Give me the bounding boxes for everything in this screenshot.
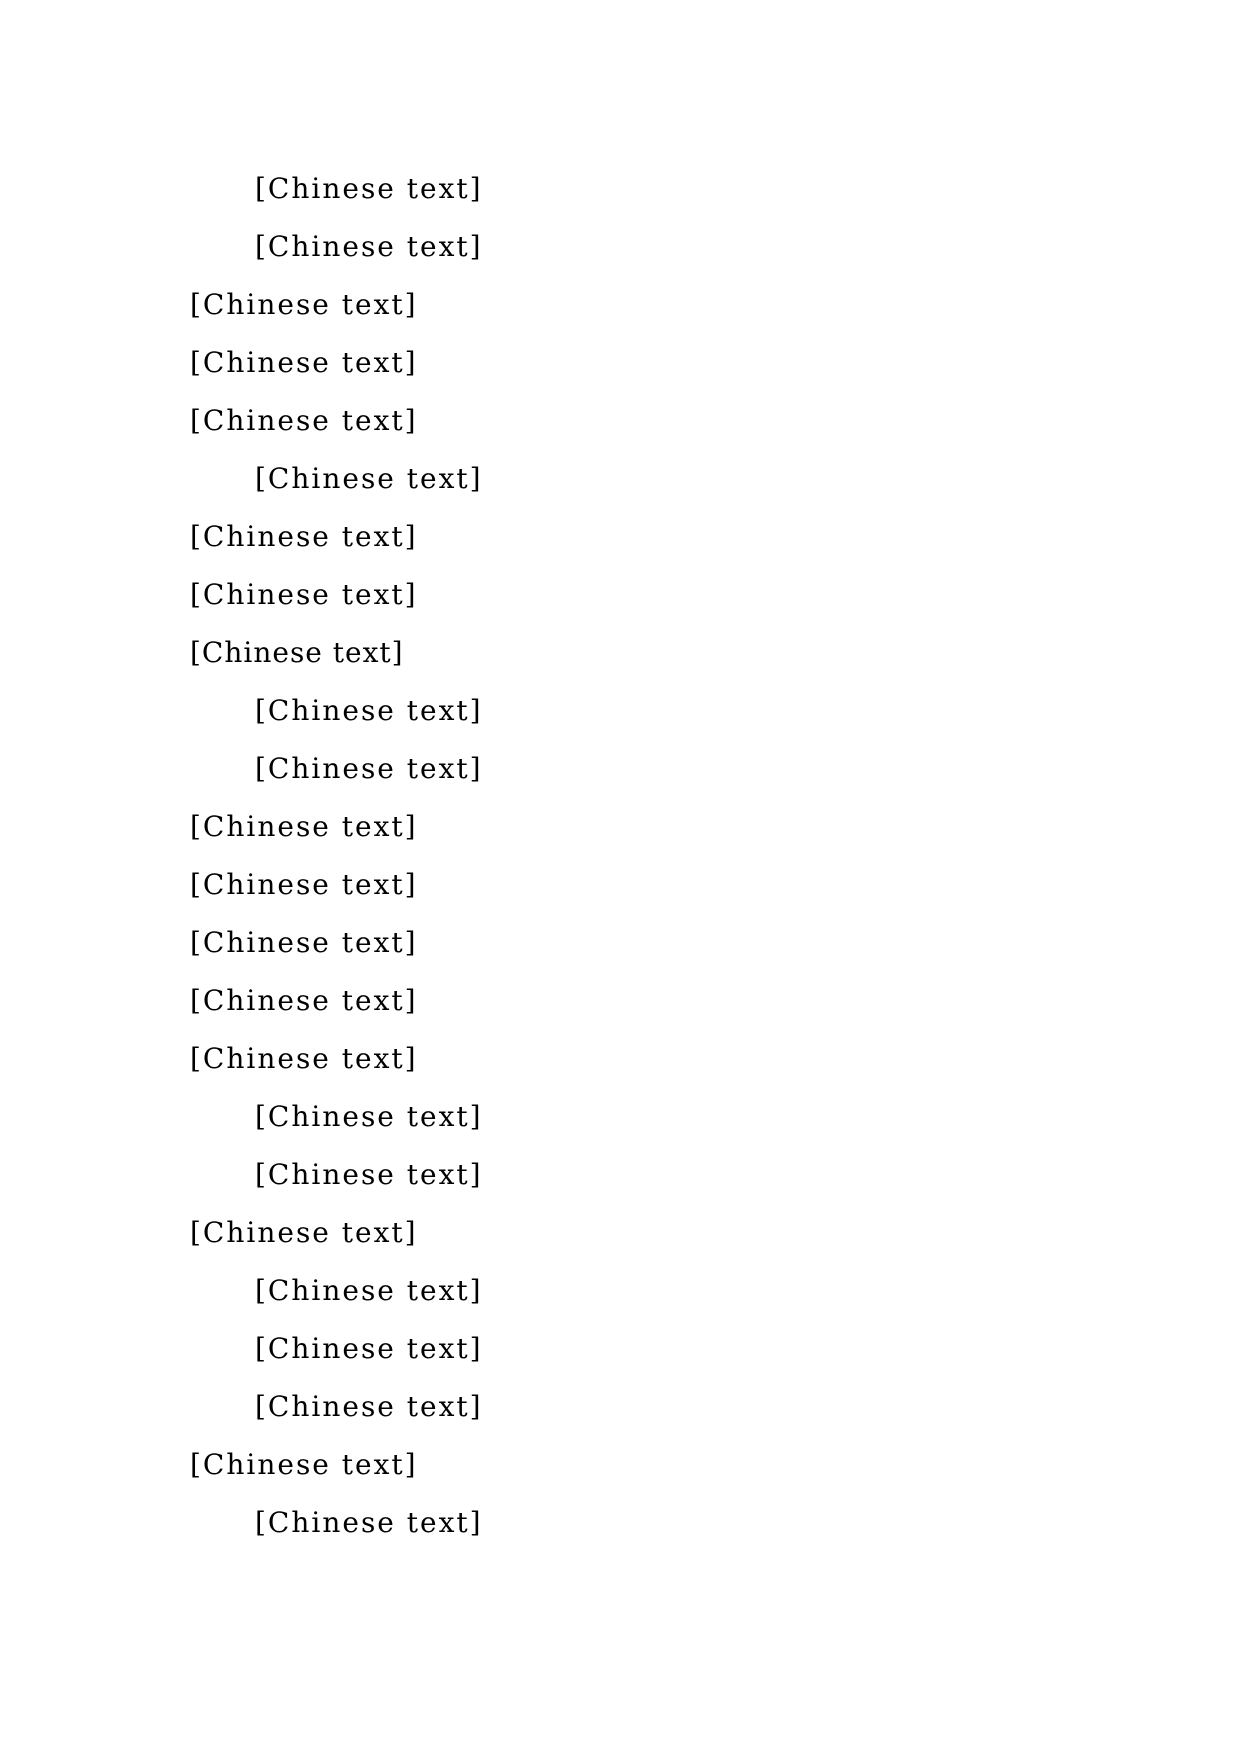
text-line: [Chinese text]: [190, 404, 418, 437]
text-line: [Chinese text]: [255, 172, 483, 205]
text-line: [Chinese text]: [190, 520, 418, 553]
text-line: [Chinese text]: [255, 1506, 483, 1539]
text-line: [Chinese text]: [255, 230, 483, 263]
text-line: [Chinese text]: [190, 810, 418, 843]
text-line: [Chinese text]: [190, 984, 418, 1017]
text-line: [Chinese text]: [255, 1332, 483, 1365]
section-title: [Chinese text]: [190, 636, 404, 669]
text-line: [Chinese text]: [190, 1448, 418, 1481]
text-line: [Chinese text]: [255, 1100, 483, 1133]
text-line: [Chinese text]: [255, 1390, 483, 1423]
text-line: [Chinese text]: [255, 752, 483, 785]
text-line: [Chinese text]: [255, 1274, 483, 1307]
text-line: [Chinese text]: [255, 694, 483, 727]
text-line: [Chinese text]: [190, 1042, 418, 1075]
text-line: [Chinese text]: [190, 868, 418, 901]
text-line: [Chinese text]: [190, 926, 418, 959]
text-line: [Chinese text]: [190, 288, 418, 321]
text-line: [Chinese text]: [255, 462, 483, 495]
text-line: [Chinese text]: [190, 346, 418, 379]
text-line: [Chinese text]: [190, 578, 418, 611]
text-line: [Chinese text]: [255, 1158, 483, 1191]
text-line: [Chinese text]: [190, 1216, 418, 1249]
